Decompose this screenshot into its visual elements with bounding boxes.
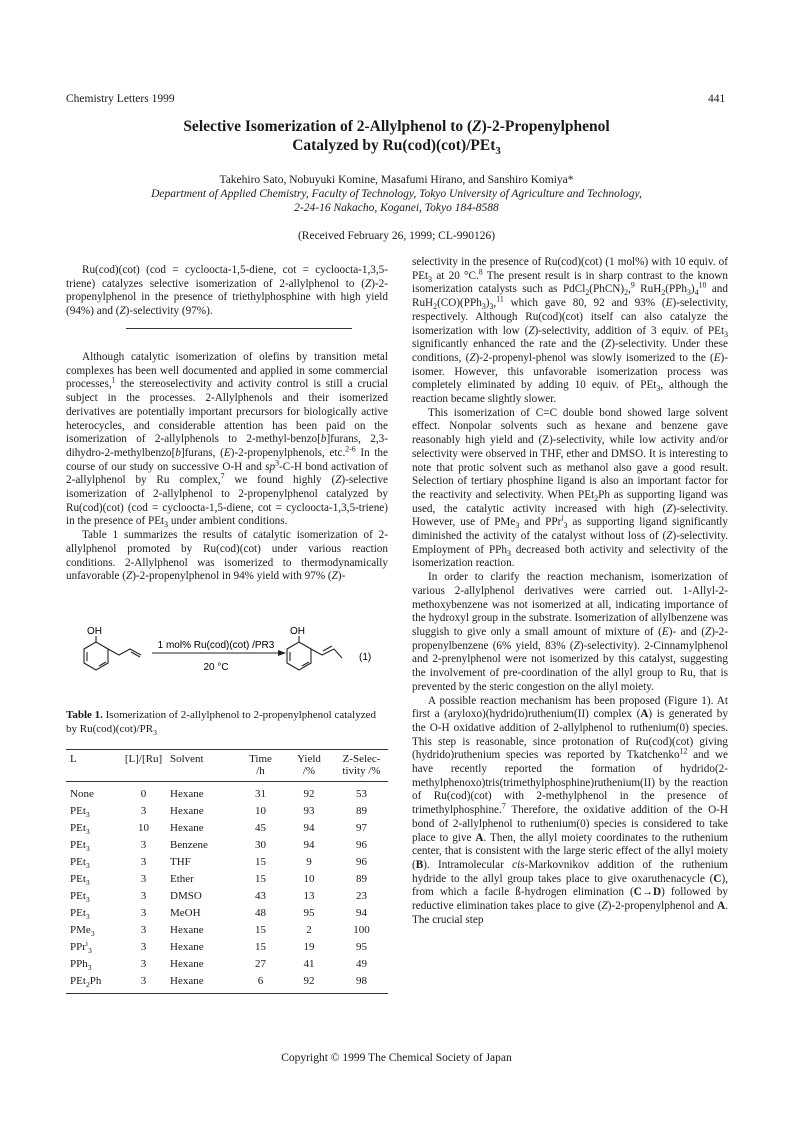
- ratio-cell: 3: [140, 838, 147, 851]
- time-cell: 15: [255, 940, 266, 953]
- solvent-cell: Hexane: [170, 974, 204, 987]
- table-row: [66, 802, 388, 819]
- table-caption: Table 1. Isomerization of 2-allylphenol to 2-propenylphenol catalyzed by $Ru(cod)(\cot)/PR_3$: [66, 709, 376, 737]
- yield-cell: 41: [303, 957, 315, 970]
- abstract-divider: [126, 328, 352, 329]
- yield-cell: 93: [303, 804, 315, 817]
- oh-label-right: OH: [290, 626, 305, 637]
- time-cell: 27: [255, 957, 266, 970]
- header-z-selectivity: Z-Selec- tivity /%: [342, 753, 381, 777]
- ratio-cell: 3: [140, 957, 147, 970]
- table-row: [66, 921, 388, 938]
- solvent-cell: Hexane: [170, 940, 204, 953]
- received-date: (Received February 26, 1999; CL-990126): [297, 230, 496, 242]
- copyright-footer: Copyright © 1999 The Chemical Society of Japan: [281, 1052, 512, 1064]
- solvent-cell: Benzene: [170, 838, 208, 851]
- reaction-scheme: [66, 620, 388, 692]
- ligand-cell: PEt$_3$: [70, 906, 90, 921]
- yield-cell: 94: [303, 838, 315, 851]
- ratio-cell: 3: [140, 804, 147, 817]
- header-ratio: [L]/[Ru]: [124, 753, 163, 765]
- header-yield: Yield /%: [297, 753, 321, 777]
- temperature-label: 20 °C: [203, 662, 229, 673]
- z-selectivity-cell: 97: [356, 821, 367, 834]
- ratio-cell: 10: [138, 821, 149, 834]
- article-title: [0, 117, 793, 158]
- z-selectivity-cell: 23: [356, 889, 367, 902]
- authors: Takehiro Sato, Nobuyuki Komine, Masafumi Hirano, and Sanshiro Komiya*: [219, 174, 574, 186]
- body-right-column: selectivity in the presence of Ru(cod)(cot) (1 mol%) with 10 equiv. of PEt$_3$ at 20 °C.$^8$ The present result is in sharp contrast to the known isomerization catalysts such as $PdCl_2(PhCN)_2,^9$ $RuH_2(PPh_3)_4^{10}$ and $RuH_2(CO)(PPh_3)_3,^{11}$ which gave 80, 92 and 93% (E)-selectivity, respectively. Although Ru(cod)(cot) itself can also catalyze the isomerization with low (Z)-selectivity, addition of 3 equiv. of PEt$_3$ significantly enhanced the rate and the (Z)-selectivity. Under these conditions, (Z)-2-propenyl-phenol was slowly isomerized to the (E)-isomer. However, this unfavorable isomerization process was completely eliminated by adding 10 equiv. of PEt$_3$, although the reaction became slightly slower. This isomerization of C=C double bond showed large solvent effect. Nonpolar solvents such as hexane and benzene gave reasonably high yield and (Z)-selectivity, while low activity and/or selectivity were observed in THF, ether and DMSO. It is interesting to note that protic solvent such as methanol also gave a good result. Selection of tertiary phosphine ligand is also an important factor for the reactivity and selectivity. When PEt$_2$Ph as supporting ligand was used, the catalytic activity increased with high (Z)-selectivity. However, use of PMe$_3$ and PPr$^i_3$ as supporting ligand significantly diminished the activity of the catalyst without loss of (Z)-selectivity. Employment of PPh$_3$ decreased both activity and selectivity of the isomerization reaction. In order to clarify the reaction mechanism, isomerization of various 2-allylphenol derivatives were carried out. 1-Allyl-2-methoxybenzene was not isomerized at all, indicating importance of the hydroxyl group in the substrate. Isomerization of allylbenzene was sluggish to give only a small amount of mixture of (E)- and (Z)-2-propenylbenzene (6% yield, 83% (Z)-selectivity). 2-Cinnamylphenol and 2-prenylphenol were not isomerized by this catalyst, suggesting the involvement of pre-coordination of the allyl group to Ru, that is prevented by the steric congestion on the allyl moiety. A possible reaction mechanism has been proposed (Figure 1). At first a (aryloxo)(hydrido)ruthenium(II) complex (A) is generated by the O-H oxidative addition of 2-allylphenol to ruthenium(0) species. This step is reasonable, since protonation of Ru(cod)(cot) giving (hydrido)ruthenium species was reported by Tkatchenko$^{12}$ and we have recently reported the formation of hydrido(2-methylphenoxo)tris(trimethylphosphine)ruthenium(II) by the reaction of Ru(cod)(cot) with 2-methylphenol in the presence of trimethylphosphine.$^7$ Therefore, the oxidative addition of the O-H bond of 2-allylphenol to ruthenium(0) species is considered to take place to give A. Then, the allyl moiety coordinates to the ruthenium center, that is consistent with the large steric effect of the allyl moiety (B). Intramolecular cis-Markovnikov addition of the ruthenium hydride to the allyl group takes place to give oxaruthenacycle (C), from which a facile ß-hydrogen elimination (C→D) followed by reductive elimination takes place to give (Z)-2-propenylphenol and A. The crucial step: [412, 256, 729, 926]
- time-cell: 15: [255, 872, 266, 885]
- affiliation-line-2: 2-24-16 Nakacho, Koganei, Tokyo 184-8588: [294, 202, 499, 214]
- time-cell: 30: [255, 838, 266, 851]
- time-cell: 15: [255, 855, 266, 868]
- affiliation-line-1: Department of Applied Chemistry, Faculty of Technology, Tokyo University of Agriculture and Technology,: [151, 188, 642, 200]
- ligand-cell: PPh$_3$: [70, 957, 92, 972]
- solvent-cell: Hexane: [170, 821, 204, 834]
- benzene-ring-left: [84, 642, 108, 670]
- z-selectivity-cell: 96: [356, 855, 367, 868]
- z-selectivity-cell: 89: [356, 872, 367, 885]
- benzene-ring-right: [287, 642, 311, 670]
- yield-cell: 92: [303, 787, 315, 800]
- yield-cell: 92: [303, 974, 315, 987]
- page-number: 441: [708, 93, 726, 105]
- table-row: [66, 853, 388, 870]
- time-cell: 10: [255, 804, 266, 817]
- title-line-1: Selective Isomerization of 2-Allylphenol to (Z)-2-Propenylphenol: [183, 118, 610, 135]
- header-solvent: Solvent: [170, 753, 204, 765]
- solvent-cell: MeOH: [170, 906, 201, 919]
- table-bottom-rule: [66, 993, 388, 994]
- title-line-2: Catalyzed by Ru(cod)(cot)/PEt$_3$: [292, 137, 501, 158]
- z-selectivity-cell: 98: [356, 974, 367, 987]
- table-top-rule: [66, 749, 388, 750]
- affiliation: [0, 187, 793, 215]
- ligand-cell: PEt$_2$Ph: [70, 974, 102, 989]
- yield-cell: 19: [303, 940, 315, 953]
- ratio-cell: 0: [140, 787, 147, 800]
- ratio-cell: 3: [140, 872, 147, 885]
- ligand-cell: None: [70, 787, 94, 800]
- yield-cell: 2: [306, 923, 312, 936]
- oh-label-left: OH: [87, 626, 102, 637]
- yield-cell: 95: [303, 906, 315, 919]
- table-row: [66, 819, 388, 836]
- ligand-cell: PEt$_3$: [70, 872, 90, 887]
- time-cell: 15: [255, 923, 266, 936]
- solvent-cell: Ether: [170, 872, 194, 885]
- solvent-cell: Hexane: [170, 787, 204, 800]
- ratio-cell: 3: [140, 906, 147, 919]
- solvent-cell: DMSO: [170, 889, 202, 902]
- table-header-row: [66, 753, 388, 777]
- yield-cell: 9: [306, 855, 312, 868]
- ligand-cell: PEt$_3$: [70, 889, 90, 904]
- solvent-cell: Hexane: [170, 923, 204, 936]
- ratio-cell: 3: [140, 923, 147, 936]
- table-1: [66, 753, 388, 989]
- z-selectivity-cell: 100: [353, 923, 370, 936]
- table-caption-label: Table 1.: [66, 709, 103, 721]
- table-row: [66, 904, 388, 921]
- propenyl-chain: [311, 649, 342, 658]
- ligand-cell: PEt$_3$: [70, 804, 90, 819]
- table-row: [66, 887, 388, 904]
- z-selectivity-cell: 89: [356, 804, 367, 817]
- table-row: [66, 870, 388, 887]
- table-row: [66, 955, 388, 972]
- running-header: Chemistry Letters 1999: [66, 93, 175, 105]
- time-cell: 45: [255, 821, 266, 834]
- table-row: [66, 785, 388, 802]
- header-time: Time /h: [249, 753, 272, 777]
- z-selectivity-cell: 95: [356, 940, 367, 953]
- ratio-cell: 3: [140, 889, 147, 902]
- abstract: Ru(cod)(cot) (cod = cycloocta-1,5-diene, cot = cycloocta-1,3,5-triene) catalyzes selective isomerization of 2-allylphenol to (Z)-2-propenylphenol in the presence of triethylphosphine with high yield (94%) and (Z)-selectivity (97%).: [66, 264, 388, 318]
- z-selectivity-cell: 94: [356, 906, 367, 919]
- ligand-cell: PEt$_3$: [70, 838, 90, 853]
- allyl-chain: [108, 649, 141, 655]
- ratio-cell: 3: [140, 855, 147, 868]
- ligand-cell: PMe$_3$: [70, 923, 95, 938]
- z-selectivity-cell: 53: [356, 787, 367, 800]
- solvent-cell: THF: [170, 855, 191, 868]
- ligand-cell: PEt$_3$: [70, 821, 90, 836]
- table-row: [66, 972, 388, 989]
- yield-cell: 10: [303, 872, 315, 885]
- z-selectivity-cell: 96: [356, 838, 367, 851]
- z-selectivity-cell: 49: [356, 957, 367, 970]
- time-cell: 6: [257, 974, 264, 987]
- solvent-cell: Hexane: [170, 804, 204, 817]
- ligand-cell: PPr$^i_3$: [70, 937, 92, 955]
- time-cell: 31: [255, 787, 266, 800]
- yield-cell: 13: [303, 889, 315, 902]
- ligand-cell: PEt$_3$: [70, 855, 90, 870]
- yield-cell: 94: [303, 821, 315, 834]
- time-cell: 43: [255, 889, 266, 902]
- reagent-label: 1 mol% Ru(cod)(cot) /PR3: [157, 640, 275, 651]
- header-ligand: L: [70, 753, 77, 765]
- equation-number: (1): [359, 652, 372, 663]
- ratio-cell: 3: [140, 974, 147, 987]
- time-cell: 48: [255, 906, 266, 919]
- table-header-rule: [66, 781, 388, 782]
- ratio-cell: 3: [140, 940, 147, 953]
- solvent-cell: Hexane: [170, 957, 204, 970]
- body-left-column: Although catalytic isomerization of olefins by transition metal complexes has been well documented and applied in some commercial processes,$^1$ the stereoselectivity and activity control is still a crucial subject in the processes. 2-Allylphenols and their isomerized derivatives are potentially important precursors for biologically active heterocycles, and considerable attention has been paid on the isomerization of 2-allylphenols to 2-methyl-benzo[b]furans, 2,3-dihydro-2-methylbenzo[b]furans, (E)-2-propenylphenols, etc.$^{2-6}$ In the course of our study on successive O-H and $sp^3-C-H$ bond activation of 2-allylphenol by Ru complex,$^7$ we found highly (Z)-selective isomerization of 2-allylphenol to 2-propenylphenol catalyzed by Ru(cod)(cot) (cod = cycloocta-1,5-diene, cot = cycloocta-1,3,5-triene) in the presence of PEt$_3$ under ambient conditions. Table 1 summarizes the results of catalytic isomerization of 2-allylphenol promoted by Ru(cod)(cot) under various reaction conditions. 2-Allylphenol was isomerized to thermodynamically unfavorable (Z)-2-propenylphenol in 94% yield with 97% (Z)-: [66, 351, 389, 583]
- table-row: [66, 836, 388, 853]
- table-row: [66, 938, 388, 955]
